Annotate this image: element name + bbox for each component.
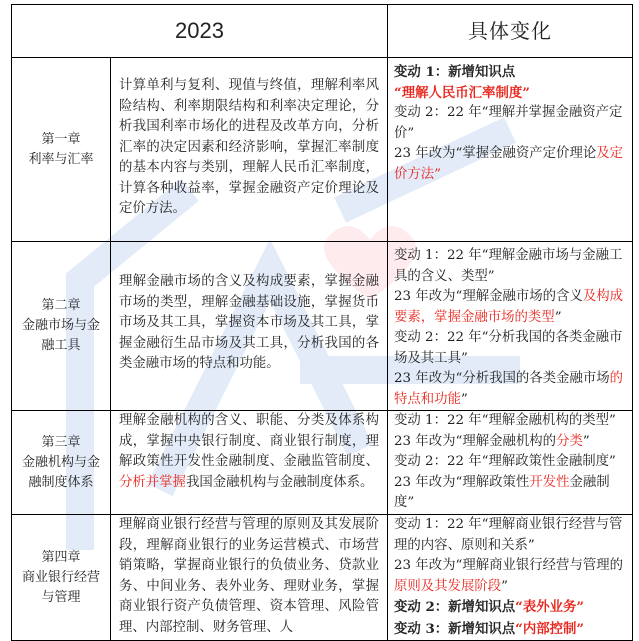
table-row [12,515,633,641]
chapter-number: 第三章 [41,434,81,450]
change-text: ” [460,391,468,407]
chapter-number: 第四章 [41,549,81,565]
change-highlight: 原则及其发展阶段 [394,578,502,594]
change-text: 23 年改为“理解金融机构的 [394,433,557,449]
change-text: 23 年改为“分析我国的各类金融市场 [394,371,610,386]
change-label: 变动 1：新增知识点 [394,64,516,80]
change-cell [388,411,633,515]
change-cell [388,515,633,641]
change-highlight: “内部控制” [515,620,585,637]
change-text: ” [554,309,562,325]
change-text: 23 年改为“理解商业银行经营与管理的 [394,558,624,573]
change-highlight: 开发性 [529,474,570,490]
change-highlight: “理解人民币汇率制度” [394,84,530,101]
chapter-title: 金融市场与金融工具 [21,318,100,353]
chapter-cell [12,58,111,242]
table-header-row [12,5,633,58]
table-row [12,411,633,515]
change-text: 23 年改为“掌握金融资产定价理论 [394,146,597,161]
change-highlight: 及定价方法” [394,146,624,182]
table-row [12,58,633,242]
chapter-title: 商业银行经营与管理 [21,569,100,605]
header-year: 2023 [12,5,388,58]
change-text: ” [501,578,508,594]
change-highlight: “表外业务” [515,599,585,615]
change-label: 变动 3：新增知识点 [394,620,516,637]
change-cell [388,58,633,242]
change-highlight: 及构成要素，掌握金融市场的类型 [394,289,624,325]
table-row [12,242,633,411]
change-highlight: 分类 [556,433,583,449]
change-text: 23 年改为“理解金融市场的含义 [394,289,583,304]
change-text: 变动 2：22 年“理解政策性金融制度” [394,454,616,469]
description-highlight: 分析并掌握 [119,474,186,490]
header-changes: 具体变化 [388,5,633,58]
change-text: 23 年改为“理解政策性 [394,474,530,490]
chapter-cell [12,515,111,641]
chapter-description: 计算单利与复利、现值与终值，理解利率风险结构、利率期限结构和利率决定理论，分析我国利率市场化的进程及改革方向，分析汇率的决定因素和经济影响，掌握汇率制度的基本内容与类别，理解人民币汇率制度，计算各种收益率，掌握金融资产定价理论及定价方法。 [111,58,388,242]
change-text: 变动 1：22 年“理解商业银行经营与管理的内容、原则和关系” [394,517,623,553]
change-text: 变动 1：22 年“理解金融市场与金融工具的含义、类型” [394,248,623,284]
change-text: 变动 2：22 年“分析我国的各类金融市场及其工具” [394,330,623,366]
chapter-cell [12,411,111,515]
chapter-description: 理解商业银行经营与管理的原则及其发展阶段，理解商业银行的业务运营模式、市场营销策略，掌握商业银行的负债业务、贷款业务、中间业务、表外业务、理财业务，掌握商业银行资产负债管理、资本管理、风险管理、内部控制、财务管理、人 [111,515,388,641]
change-text: ” [582,433,590,449]
syllabus-change-table [11,4,633,641]
chapter-cell [12,242,111,411]
chapter-description [111,411,388,515]
change-label: 变动 2：新增知识点 [394,599,516,615]
change-highlight: 的特点和功能 [394,371,624,407]
change-text: 变动 2：22 年“理解并掌握金融资产定价” [394,105,623,141]
change-cell [388,242,633,411]
description-text: 我国金融机构与金融制度体系。 [185,474,374,490]
chapter-number: 第一章 [41,131,81,147]
chapter-description: 理解金融市场的含义及构成要素，掌握金融市场的类型，理解金融基础设施，掌握货币市场及其工具，掌握资本市场及其工具，掌握金融衍生品市场及其工具，分析我国的各类金融市场的特点和功能。 [111,242,388,411]
chapter-title: 利率与汇率 [28,151,94,167]
chapter-number: 第二章 [41,298,81,313]
change-text: 变动 1：22 年“理解金融机构的类型” [394,413,616,428]
description-text: 理解金融机构的含义、职能、分类及体系构成，掌握中央银行制度、商业银行制度，理解政策性开发性金融制度、金融监管制度、 [119,413,380,469]
change-text: 金融制度” [394,474,610,510]
chapter-title: 金融机构与金融制度体系 [21,454,100,490]
